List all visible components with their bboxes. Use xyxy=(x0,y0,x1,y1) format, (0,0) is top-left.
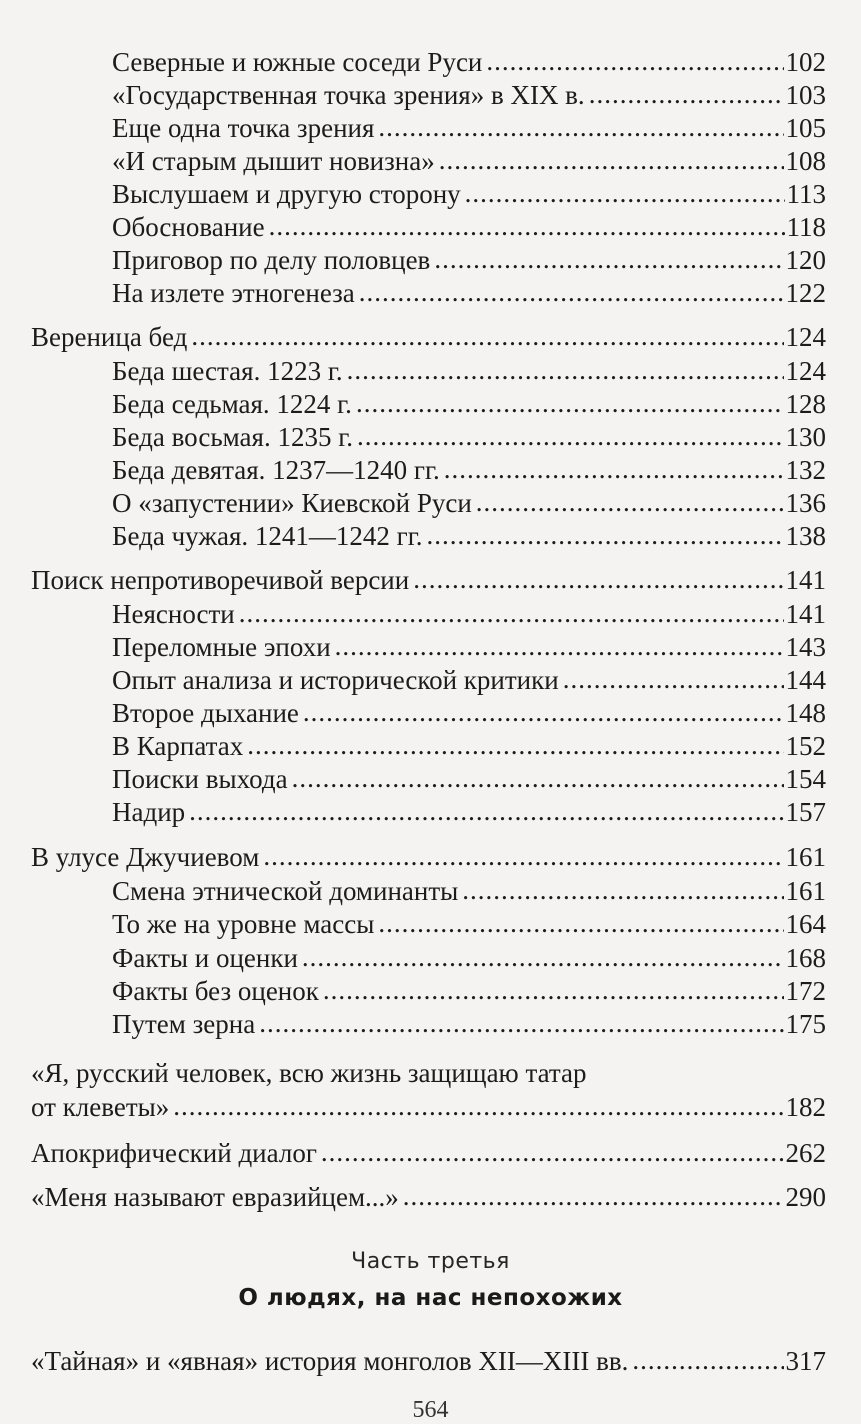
toc-entry-page: 113 xyxy=(786,179,826,209)
toc-chapter[interactable] xyxy=(31,1091,826,1124)
toc-entry-title: На излете этногенеза xyxy=(112,278,355,308)
dot-leader xyxy=(247,729,783,762)
toc-entry-page: 108 xyxy=(785,146,826,176)
toc-chapter-page: 161 xyxy=(785,842,826,872)
dot-leader xyxy=(359,276,784,309)
toc-entry[interactable] xyxy=(112,388,826,421)
toc-entry-page: 138 xyxy=(785,521,826,551)
toc-chapter-title: «Меня называют евразийцем...» xyxy=(31,1182,399,1212)
toc-chapter-title: Поиск непротиворечивой версии xyxy=(31,565,410,595)
dot-leader xyxy=(427,519,784,552)
toc-entry[interactable] xyxy=(112,908,826,941)
toc-entry-page: 144 xyxy=(785,665,826,695)
toc-entry-page: 164 xyxy=(785,909,826,939)
dot-leader xyxy=(465,177,785,210)
dot-leader xyxy=(356,387,784,420)
toc-chapter-page: 182 xyxy=(785,1092,826,1122)
toc-entry-page: 141 xyxy=(785,599,826,629)
toc-entry-page: 124 xyxy=(785,356,826,386)
toc-chapter[interactable] xyxy=(31,1181,826,1214)
toc-entry[interactable] xyxy=(112,355,826,388)
toc-entry-title: То же на уровне массы xyxy=(112,909,375,939)
toc-entry-title: Надир xyxy=(112,797,186,827)
toc-entry[interactable] xyxy=(112,697,826,730)
dot-leader xyxy=(173,1090,783,1123)
toc-entry-title: «Государственная точка зрения» в XIX в. xyxy=(112,80,585,110)
dot-leader xyxy=(462,874,783,907)
dot-leader xyxy=(589,78,784,111)
dot-leader xyxy=(378,111,783,144)
toc-chapter[interactable] xyxy=(31,1137,826,1170)
part-label: Часть третья xyxy=(351,1249,510,1274)
toc-entry-page: 103 xyxy=(785,80,826,110)
toc-entry[interactable] xyxy=(112,942,826,975)
toc-entry-page: 152 xyxy=(785,731,826,761)
toc-entry[interactable] xyxy=(112,277,826,310)
toc-chapter-page: 141 xyxy=(785,565,826,595)
toc-entry-page: 154 xyxy=(785,764,826,794)
toc-entry-title: Поиски выхода xyxy=(112,764,288,794)
toc-entry-page: 118 xyxy=(786,212,826,242)
toc-entry-page: 132 xyxy=(785,455,826,485)
dot-leader xyxy=(302,941,784,974)
toc-entry[interactable] xyxy=(112,796,826,829)
toc-entry[interactable] xyxy=(112,875,826,908)
toc-entry[interactable] xyxy=(112,454,826,487)
toc-entry-title: Неясности xyxy=(112,599,235,629)
dot-leader xyxy=(303,696,784,729)
toc-entry[interactable] xyxy=(112,46,826,79)
toc-entry-page: 175 xyxy=(785,1009,826,1039)
dot-leader xyxy=(444,453,784,486)
dot-leader xyxy=(563,663,784,696)
toc-entry-title: Беда чужая. 1241—1242 гг. xyxy=(112,521,423,551)
toc-entry-title: Беда девятая. 1237—1240 гг. xyxy=(112,455,440,485)
toc-entry-page: 161 xyxy=(785,876,826,906)
toc-entry-title: Выслушаем и другую сторону xyxy=(112,179,461,209)
toc-entry-title: Приговор по делу половцев xyxy=(112,245,431,275)
toc-chapter-title: В улусе Джучиевом xyxy=(31,842,260,872)
toc-entry[interactable] xyxy=(112,1008,826,1041)
toc-entry-title: Северные и южные соседи Руси xyxy=(112,47,483,77)
dot-leader xyxy=(413,563,783,596)
toc-entry-page: 172 xyxy=(785,976,826,1006)
page-number: 564 xyxy=(412,1397,449,1423)
toc-entry[interactable] xyxy=(112,244,826,277)
dot-leader xyxy=(323,974,784,1007)
toc-entry[interactable] xyxy=(112,178,826,211)
toc-entry-page: 102 xyxy=(785,47,826,77)
dot-leader xyxy=(403,1180,784,1213)
toc-entry[interactable] xyxy=(112,112,826,145)
toc-entry[interactable] xyxy=(112,211,826,244)
part-title: О людях, на нас непохожих xyxy=(238,1285,623,1311)
toc-entry-title: «И старым дышит новизна» xyxy=(112,146,435,176)
toc-entry[interactable] xyxy=(112,421,826,454)
dot-leader xyxy=(378,907,783,940)
toc-entry-page: 105 xyxy=(785,113,826,143)
toc-entry-title: Второе дыхание xyxy=(112,698,299,728)
toc-entry[interactable] xyxy=(112,598,826,631)
toc-entry-page: 143 xyxy=(785,632,826,662)
toc-chapter-page: 262 xyxy=(785,1138,826,1168)
toc-entry-page: 122 xyxy=(785,278,826,308)
dot-leader xyxy=(357,420,784,453)
toc-entry[interactable] xyxy=(112,520,826,553)
toc-entry[interactable] xyxy=(112,487,826,520)
toc-entry-title: Опыт анализа и исторической критики xyxy=(112,665,559,695)
toc-chapter-title: от клеветы» xyxy=(31,1092,170,1122)
toc-entry[interactable] xyxy=(112,145,826,178)
toc-chapter[interactable] xyxy=(31,321,826,354)
toc-entry-page: 120 xyxy=(785,245,826,275)
toc-entry-title: Переломные эпохи xyxy=(112,632,331,662)
toc-entry-title: Беда седьмая. 1224 г. xyxy=(112,389,352,419)
toc-chapter[interactable] xyxy=(31,841,826,874)
toc-entry-page: 128 xyxy=(785,389,826,419)
toc-entry-title: Факты без оценок xyxy=(112,976,319,1006)
toc-chapter-title: Апокрифический диалог xyxy=(31,1138,317,1168)
toc-entry[interactable] xyxy=(112,664,826,697)
toc-chapter[interactable] xyxy=(31,1345,826,1378)
dot-leader xyxy=(263,840,783,873)
toc-entry[interactable] xyxy=(112,763,826,796)
toc-entry[interactable] xyxy=(112,975,826,1008)
toc-entry-title: Беда шестая. 1223 г. xyxy=(112,356,343,386)
toc-entry-title: Факты и оценки xyxy=(112,943,298,973)
dot-leader xyxy=(486,45,783,78)
dot-leader xyxy=(439,144,784,177)
dot-leader xyxy=(269,210,785,243)
toc-entry-page: 130 xyxy=(785,422,826,452)
toc-chapter-page: 290 xyxy=(785,1182,826,1212)
dot-leader xyxy=(189,795,783,828)
toc-chapter-title: «Тайная» и «явная» история монголов XII—XIII вв. xyxy=(31,1346,629,1376)
toc-entry-page: 168 xyxy=(785,943,826,973)
dot-leader xyxy=(632,1344,783,1377)
toc-chapter[interactable] xyxy=(31,564,826,597)
dot-leader xyxy=(347,354,784,387)
toc-entry-page: 148 xyxy=(785,698,826,728)
toc-chapter-title-line1[interactable]: «Я, русский человек, всю жизнь защищаю татар xyxy=(31,1058,587,1088)
toc-entry[interactable] xyxy=(112,730,826,763)
toc-chapter-page: 317 xyxy=(785,1346,826,1376)
toc-entry-title: О «запустении» Киевской Руси xyxy=(112,488,472,518)
toc-entry-title: В Карпатах xyxy=(112,731,244,761)
dot-leader xyxy=(476,486,784,519)
toc-entry-title: Беда восьмая. 1235 г. xyxy=(112,422,353,452)
toc-entry-page: 157 xyxy=(785,797,826,827)
toc-entry-page: 136 xyxy=(785,488,826,518)
toc-entry-title: Смена этнической доминанты xyxy=(112,876,459,906)
toc-entry-title: Еще одна точка зрения xyxy=(112,113,375,143)
toc-chapter-page: 124 xyxy=(785,322,826,352)
dot-leader xyxy=(191,320,783,353)
dot-leader xyxy=(292,762,784,795)
toc-entry-title: Путем зерна xyxy=(112,1009,256,1039)
toc-entry[interactable] xyxy=(112,631,826,664)
toc-entry-title: Обоснование xyxy=(112,212,265,242)
dot-leader xyxy=(321,1136,784,1169)
dot-leader xyxy=(239,597,784,630)
dot-leader xyxy=(335,630,784,663)
toc-chapter-title: Вереница бед xyxy=(31,322,188,352)
dot-leader xyxy=(259,1007,783,1040)
toc-entry[interactable] xyxy=(112,79,826,112)
dot-leader xyxy=(434,243,783,276)
